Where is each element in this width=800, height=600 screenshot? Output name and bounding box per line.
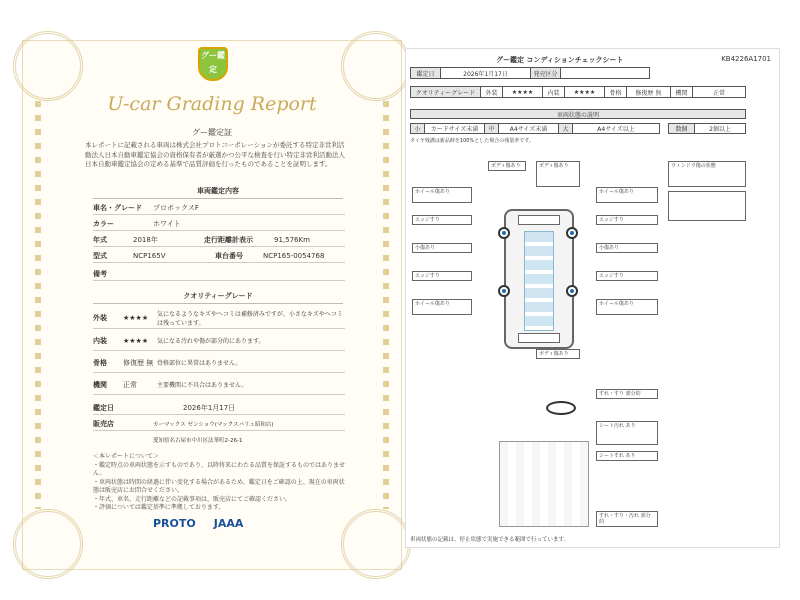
rear-window <box>518 333 560 343</box>
point-label: エッジすり <box>596 215 658 225</box>
point-label: エッジすり <box>412 271 472 281</box>
wheel-rear-left-icon <box>498 285 510 297</box>
ornament-vine <box>383 101 389 509</box>
quality-frame: 骨格 修復歴 無 骨格部位に異常はありません。 <box>93 353 345 373</box>
row-date: 鑑定日 2026年1月17日 <box>93 401 345 415</box>
point-label: ホイール傷あり <box>596 299 658 315</box>
point-label: ボディ傷あり <box>488 161 526 171</box>
vehicle-diagram <box>504 209 574 349</box>
point-label: シート汚れ あり <box>596 421 658 445</box>
size-legend: 小 カードサイズ未満 中 A4サイズ未満 大 A4サイズ以上 <box>410 123 660 134</box>
windshield <box>518 215 560 225</box>
window-note: ウィンドウ傷の状態 <box>668 161 746 187</box>
proto-logo: PROTO <box>153 517 196 530</box>
certificate-intro: 本レポートに記載される車両は株式会社プロトコーポレーションが委託する特定非営利活動法人日本自動車鑑定協会の資格保有者が厳選かつ公平な検査を行い特定非営利活動法人日本自動車鑑定協会の定める基準で品質評価を行ったものであることを証明します。 <box>85 141 345 168</box>
row-year: 年式 2018年 走行距離計表示 91,576Km <box>93 233 345 247</box>
point-label: 小傷あり <box>596 243 658 253</box>
ornament-corner <box>13 31 83 101</box>
count-legend: 数個 2個以上 <box>668 123 746 134</box>
ornament-vine <box>35 101 41 509</box>
row-remarks: 備考 <box>93 267 345 281</box>
jaaa-logo: JAAA <box>213 517 244 530</box>
ornament-corner <box>13 509 83 579</box>
tire-note: タイヤ残溝は新品時を100%とした場合の残量率です。 <box>410 138 534 144</box>
row-store: 販売店 カーマックス ゼンショウ(マックスバリュ昭和店) <box>93 417 345 431</box>
point-label: すれ・すり 部分的 <box>596 389 658 399</box>
point-label: ホイール傷あり <box>412 299 472 315</box>
vehicle-section-heading: 車両鑑定内容 <box>93 186 343 199</box>
row-type: 型式 NCP165V 車台番号 NCP165-0054768 <box>93 249 345 263</box>
roof-area <box>524 231 554 331</box>
wheel-front-left-icon <box>498 227 510 239</box>
row-address: 愛知県名古屋市中川区法華町2-26-1 <box>153 438 243 444</box>
sheet-footer: 車両状態の記載は、停止状態で実施できる範囲で行っています。 <box>410 537 570 543</box>
point-label: ボディ傷あり <box>536 349 580 359</box>
quality-section-heading: クオリティーグレード <box>93 291 343 304</box>
point-label: シートすれ あり <box>596 451 658 461</box>
date-row: 鑑定日 2026年1月17日 発売区分 <box>410 67 650 79</box>
point-label: 小傷あり <box>412 243 472 253</box>
certificate-subtitle: グー鑑定証 <box>192 128 232 137</box>
point-label: エッジすり <box>596 271 658 281</box>
wheel-front-right-icon <box>566 227 578 239</box>
sheet-title: グー鑑定 コンディションチェックシート <box>496 56 624 64</box>
certificate-title: U-car Grading Report <box>107 93 317 115</box>
logo-bar <box>153 517 313 530</box>
description-heading: 車両状態の説明 <box>410 109 746 119</box>
row-model: 車名・グレード プロボックスF <box>93 201 345 215</box>
point-label: ホイール傷あり <box>412 187 472 203</box>
ornament-corner <box>341 31 411 101</box>
goo-badge-icon: グー鑑定 <box>198 47 228 81</box>
ornament-corner <box>341 509 411 579</box>
row-color: カラー ホワイト <box>93 217 345 231</box>
interior-note <box>668 191 746 221</box>
point-label: エッジすり <box>412 215 472 225</box>
quality-engine: 機関 正常 主要機関に不具合はありません。 <box>93 375 345 395</box>
wheel-rear-right-icon <box>566 285 578 297</box>
point-label: すれ・すり・汚れ 部分的 <box>596 511 658 527</box>
steering-wheel-icon <box>546 401 576 415</box>
quality-exterior: 外装 ★★★★ 気になるようなキズやヘコミは補修済みですが、小さなキズやヘコミは残っています。 <box>93 307 345 329</box>
quality-interior: 内装 ★★★★ 気になる汚れや傷が部分的にあります。 <box>93 331 345 351</box>
point-label: ホイール傷あり <box>596 187 658 203</box>
grading-certificate <box>22 40 402 570</box>
certificate-notes: ＜本レポートについて＞ ・鑑定時点の車両状態を示すものであり、以降将来にわたる品質を保証するものではありません。 ・車両状態は時間の経過に伴い変化する場合があるため、鑑定日をご確認の上、現在の車両状態は販売店にお問合せください。 ・年式、車名、走行距離などの記載事項は、販売店にてご確認ください。 ・評価については鑑定基準に準拠しております。 <box>93 453 346 511</box>
point-label: ボディ傷あり <box>536 161 580 187</box>
interior-diagram <box>499 441 589 527</box>
sheet-id: KB4226A1701 <box>721 55 771 63</box>
condition-check-sheet <box>405 48 780 548</box>
grade-row: クオリティーグレード 外装 ★★★★ 内装 ★★★★ 骨格 修復歴 無 機関 正常 <box>410 86 746 98</box>
